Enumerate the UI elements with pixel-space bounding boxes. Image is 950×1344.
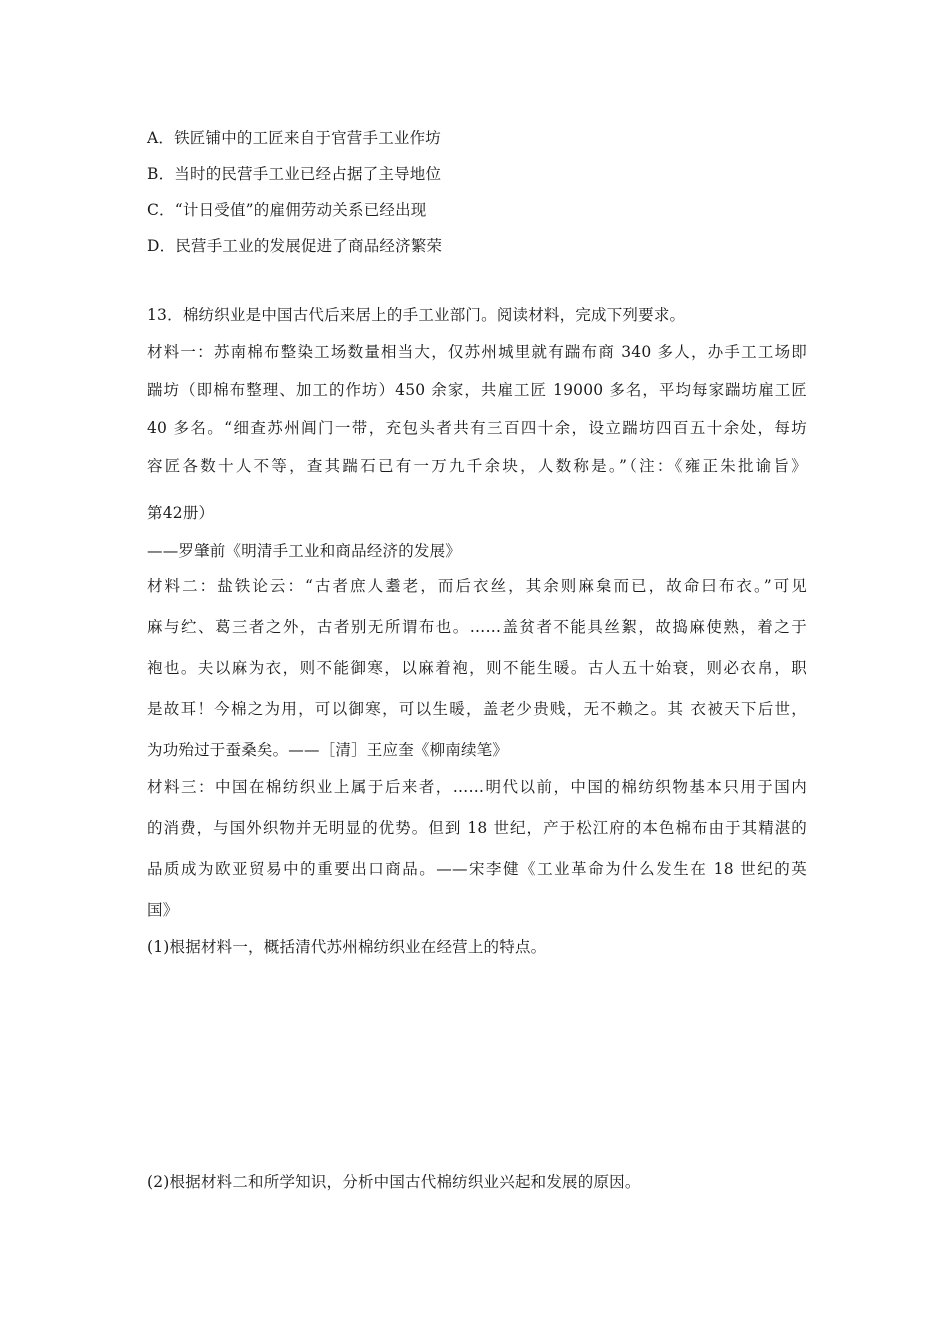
material1-line: 踹坊（即棉布整理、加工的作坊）450 余家，共雇工匠 19000 多名，平均每家踹坊雇工匠 [147,381,807,399]
material2-line: 材料二：盐铁论云：“古者庶人耋老，而后衣丝，其余则麻枲而已，故命曰布衣。”可见 [147,577,807,595]
material2-line: 袍也。夫以麻为衣，则不能御寒，以麻着袍，则不能生暖。古人五十始衰，则必衣帛，职 [147,659,807,677]
option-a: A．铁匠铺中的工匠来自于官营手工业作坊 [147,129,441,147]
material3-line: 材料三：中国在棉纺织业上属于后来者，……明代以前，中国的棉纺织物基本只用于国内 [147,778,807,796]
material2-line: 是故耳！今棉之为用，可以御寒，可以生暖，盖老少贵贱，无不赖之。其 衣被天下后世， [147,700,807,718]
material1-source: ——罗肇前《明清手工业和商品经济的发展》 [147,542,462,560]
material3-line: 品质成为欧亚贸易中的重要出口商品。——宋李健《工业革命为什么发生在 18 世纪的英 [147,860,807,878]
material1-line: 40 多名。“细查苏州阊门一带，充包头者共有三百四十余，设立踹坊四百五十余处，每坊 [147,419,807,437]
material3-line: 的消费，与国外织物并无明显的优势。但到 18 世纪，产于松江府的本色棉布由于其精湛的 [147,819,807,837]
option-c: C．“计日受值”的雇佣劳动关系已经出现 [147,201,427,219]
material2-line: 为功殆过于蚕桑矣。——［清］王应奎《柳南续笔》 [147,741,509,759]
material2-line: 麻与纻、葛三者之外，古者别无所谓布也。……盖贫者不能具丝絮，故捣麻使熟，着之于 [147,618,807,636]
sub-question-2: (2)根据材料二和所学知识，分析中国古代棉纺织业兴起和发展的原因。 [147,1173,641,1191]
question-13-stem: 13．棉纺织业是中国古代后来居上的手工业部门。阅读材料，完成下列要求。 [147,306,686,324]
material1-line: 容匠各数十人不等，查其踹石已有一万九千余块，人数称是。”（注：《雍正朱批谕旨》 [147,457,807,475]
option-d: D．民营手工业的发展促进了商品经济繁荣 [147,237,443,255]
material1-line: 材料一：苏南棉布整染工场数量相当大，仅苏州城里就有踹布商 340 多人，办手工工场即 [147,343,807,361]
material1-line: 第42册） [147,504,215,522]
sub-question-1: (1)根据材料一，概括清代苏州棉纺织业在经营上的特点。 [147,938,547,956]
option-b: B．当时的民营手工业已经占据了主导地位 [147,165,442,183]
material3-line: 国》 [147,901,179,919]
